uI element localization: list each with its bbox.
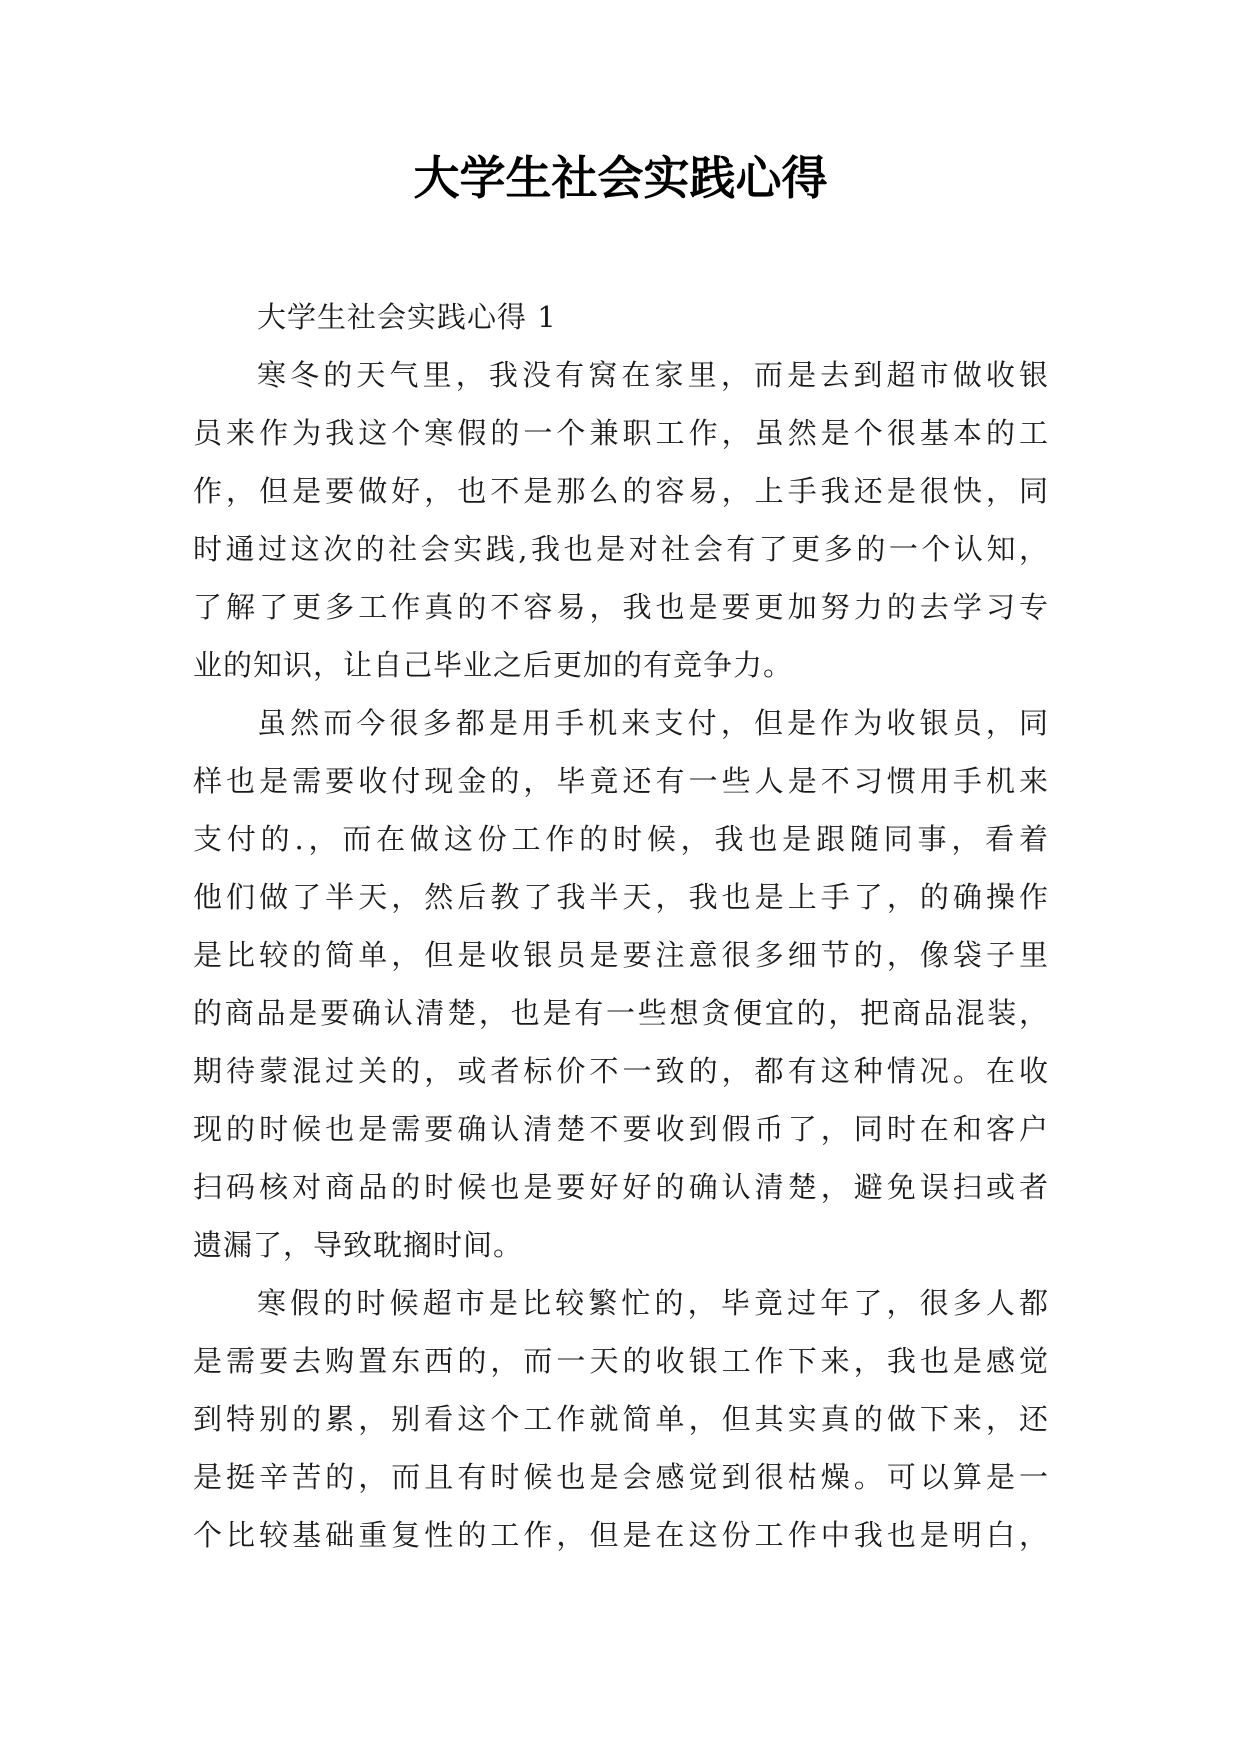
- text-line: 寒假的时候超市是比较繁忙的，毕竟过年了，很多人都: [257, 1286, 1049, 1320]
- document-title: 大学生社会实践心得: [413, 151, 828, 205]
- text-line: 样也是需要收付现金的，毕竟还有一些人是不习惯用手机来: [193, 764, 1049, 798]
- text-line: 虽然而今很多都是用手机来支付，但是作为收银员，同: [257, 706, 1049, 740]
- text-line: 是需要去购置东西的，而一天的收银工作下来，我也是感觉: [193, 1344, 1049, 1378]
- text-line: 作，但是要做好，也不是那么的容易，上手我还是很快，同: [193, 474, 1049, 508]
- text-line: 时通过这次的社会实践,我也是对社会有了更多的一个认知，: [193, 532, 1049, 566]
- text-line: 扫码核对商品的时候也是要好好的确认清楚，避免误扫或者: [193, 1170, 1049, 1204]
- text-line: 了解了更多工作真的不容易，我也是要更加努力的去学习专: [193, 590, 1049, 624]
- text-line: 到特别的累，别看这个工作就简单，但其实真的做下来，还: [193, 1402, 1049, 1436]
- text-line: 支付的.，而在做这份工作的时候，我也是跟随同事，看着: [193, 822, 1049, 856]
- text-line: 是挺辛苦的，而且有时候也是会感觉到很枯燥。可以算是一: [193, 1460, 1049, 1494]
- text-line: 大学生社会实践心得 1: [257, 300, 557, 334]
- text-line: 期待蒙混过关的，或者标价不一致的，都有这种情况。在收: [193, 1054, 1049, 1088]
- text-line: 他们做了半天，然后教了我半天，我也是上手了，的确操作: [193, 880, 1049, 914]
- text-line: 遗漏了，导致耽搁时间。: [193, 1228, 524, 1262]
- text-line: 员来作为我这个寒假的一个兼职工作，虽然是个很基本的工: [193, 416, 1049, 450]
- text-line: 个比较基础重复性的工作，但是在这份工作中我也是明白，: [193, 1518, 1049, 1552]
- document-body: [193, 288, 1049, 1564]
- text-line: 现的时候也是需要确认清楚不要收到假币了，同时在和客户: [193, 1112, 1049, 1146]
- text-line: 是比较的简单，但是收银员是要注意很多细节的，像袋子里: [193, 938, 1049, 972]
- text-line: 寒冬的天气里，我没有窝在家里，而是去到超市做收银: [257, 358, 1049, 392]
- text-line: 的商品是要确认清楚，也是有一些想贪便宜的，把商品混装，: [193, 996, 1049, 1030]
- text-line: 业的知识，让自己毕业之后更加的有竞争力。: [193, 648, 794, 682]
